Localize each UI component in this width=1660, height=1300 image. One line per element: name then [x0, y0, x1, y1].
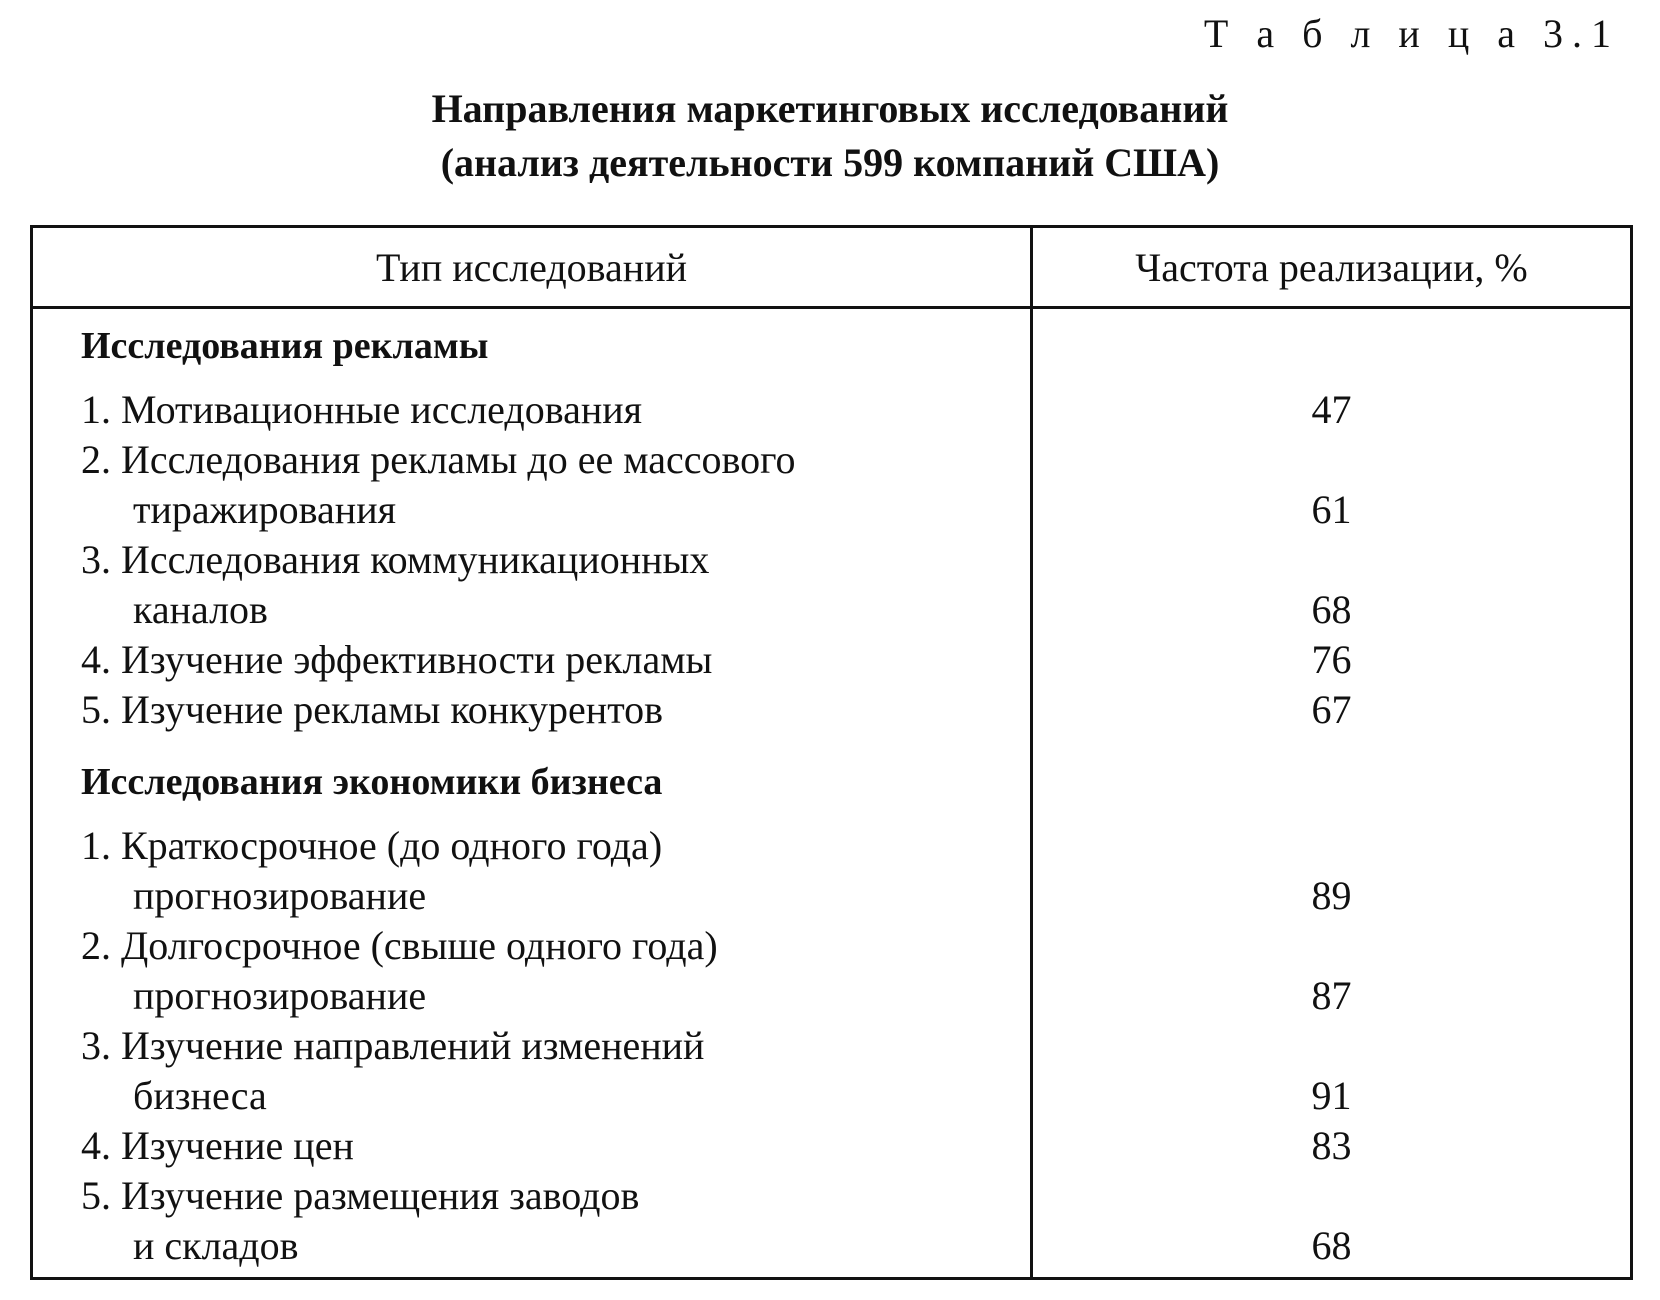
table-number: Т а б л и ц а 3.1	[1203, 11, 1620, 56]
frequency-value: 89	[1311, 873, 1352, 918]
frequency-spacer	[1033, 435, 1630, 485]
frequency-value: 76	[1311, 637, 1352, 682]
research-type-line: 2. Долгосрочное (свыше одного года)	[81, 923, 718, 968]
column-header-frequency: Частота реализации, %	[1032, 227, 1632, 308]
research-type-line: 4. Изучение эффективности рекламы	[81, 637, 713, 682]
research-type-line: 1. Мотивационные исследования	[81, 387, 643, 432]
research-type-line: тиражирования	[133, 487, 397, 532]
section-heading-spacer	[1033, 757, 1630, 821]
research-type-line: бизнеса	[133, 1073, 267, 1118]
research-type-line: 3. Исследования коммуникационных	[81, 537, 710, 582]
frequency-spacer	[1033, 821, 1630, 871]
research-type-line: 2. Исследования рекламы до ее массового	[81, 437, 796, 482]
table-title-line: Направления маркетинговых исследований	[431, 86, 1229, 131]
frequency-spacer	[1033, 535, 1630, 585]
research-type-line: и складов	[133, 1223, 299, 1268]
frequency-value: 67	[1311, 687, 1352, 732]
frequency-column	[1032, 308, 1632, 1279]
research-type-column	[32, 308, 1032, 1279]
frequency-value: 87	[1311, 973, 1352, 1018]
frequency-value: 61	[1311, 487, 1352, 532]
frequency-value: 68	[1311, 587, 1352, 632]
research-type-line: 3. Изучение направлений изменений	[81, 1023, 705, 1068]
table-header-row	[32, 227, 1632, 308]
frequency-value: 68	[1311, 1223, 1352, 1268]
frequency-spacer	[1033, 921, 1630, 971]
section-heading: Исследования рекламы	[81, 325, 489, 367]
research-type-line: 4. Изучение цен	[81, 1123, 354, 1168]
section-heading: Исследования экономики бизнеса	[81, 761, 663, 803]
research-type-line: прогнозирование	[133, 973, 427, 1018]
frequency-spacer	[1033, 1171, 1630, 1221]
research-type-line: 1. Краткосрочное (до одного года)	[81, 823, 663, 868]
research-type-line: прогнозирование	[133, 873, 427, 918]
table-title-line: (анализ деятельности 599 компаний США)	[440, 140, 1220, 185]
research-table	[30, 225, 1633, 1280]
research-type-line: 5. Изучение рекламы конкурентов	[81, 687, 664, 732]
frequency-value: 91	[1311, 1073, 1352, 1118]
table-body-row	[32, 308, 1632, 1279]
section-gap	[1033, 735, 1630, 757]
frequency-value: 47	[1311, 387, 1352, 432]
column-header-type: Тип исследований	[32, 227, 1032, 308]
section-heading-spacer	[1033, 321, 1630, 385]
research-type-line: каналов	[133, 587, 268, 632]
frequency-spacer	[1033, 1021, 1630, 1071]
frequency-value: 83	[1311, 1123, 1352, 1168]
section-gap	[81, 735, 1030, 757]
research-type-line: 5. Изучение размещения заводов	[81, 1173, 640, 1218]
table-title	[0, 82, 1660, 190]
